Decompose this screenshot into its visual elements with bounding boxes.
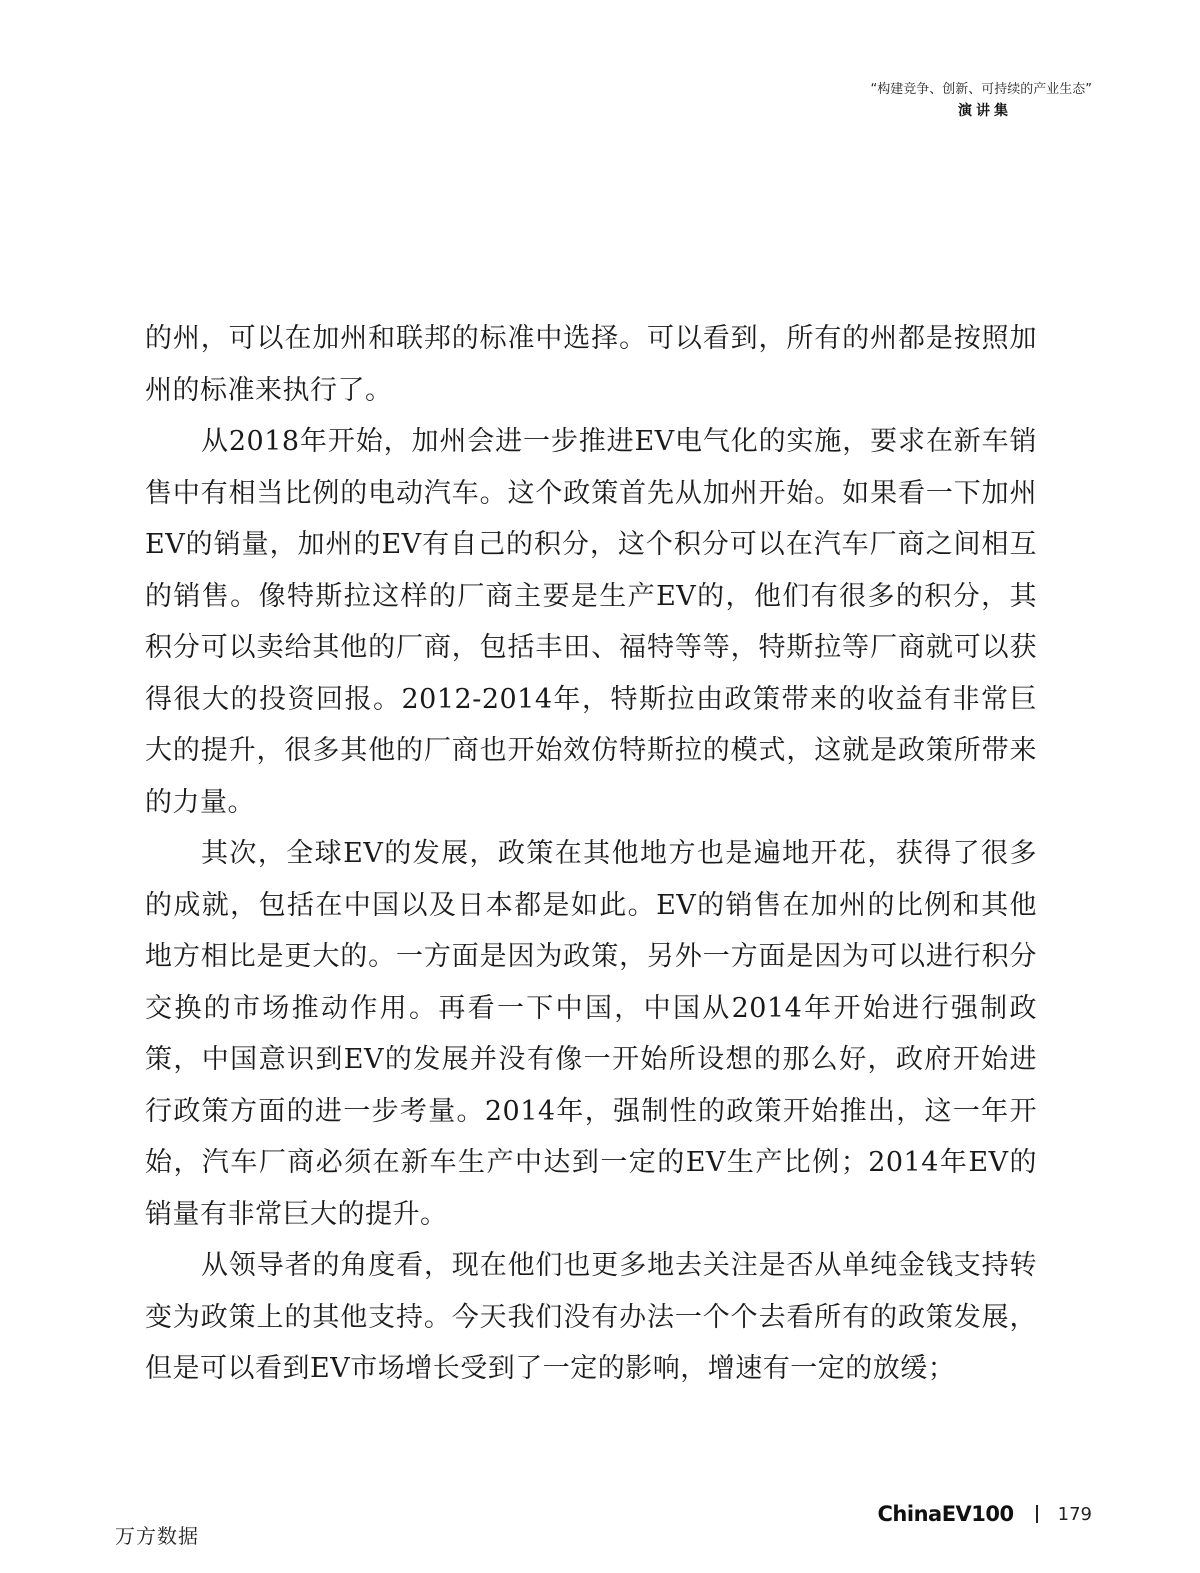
header-subtitle: “构建竞争、创新、可持续的产业生态” <box>870 82 1092 97</box>
brand-logo: ChinaEV100 <box>877 1502 1014 1526</box>
page-number: 179 <box>1057 1503 1092 1525</box>
body-text <box>145 313 1037 1395</box>
page-footer <box>878 1502 1092 1526</box>
header-title: 演讲集 <box>958 103 1012 119</box>
paragraph: 从2018年开始，加州会进一步推进EV电气化的实施，要求在新车销售中有相当比例的电动汽车。这个政策首先从加州开始。如果看一下加州EV的销量，加州的EV有自己的积分，这个积分可以在汽车厂商之间相互的销售。像特斯拉这样的厂商主要是生产EV的，他们有很多的积分，其积分可以卖给其他的厂商，包括丰田、福特等等，特斯拉等厂商就可以获得很大的投资回报。2012-2014年，特斯拉由政策带来的收益有非常巨大的提升，很多其他的厂商也开始效仿特斯拉的模式，这就是政策所带来的力量。 <box>145 426 1037 818</box>
paragraph: 从领导者的角度看，现在他们也更多地去关注是否从单纯金钱支持转变为政策上的其他支持。今天我们没有办法一个个去看所有的政策发展，但是可以看到EV市场增长受到了一定的影响，增速有一定的放缓； <box>145 1250 1037 1384</box>
paragraph: 其次，全球EV的发展，政策在其他地方也是遍地开花，获得了很多的成就，包括在中国以及日本都是如此。EV的销售在加州的比例和其他地方相比是更大的。一方面是因为政策，另外一方面是因为可以进行积分交换的市场推动作用。再看一下中国，中国从2014年开始进行强制政策，中国意识到EV的发展并没有像一开始所设想的那么好，政府开始进行政策方面的进一步考量。2014年，强制性的政策开始推出，这一年开始，汽车厂商必须在新车生产中达到一定的EV生产比例；2014年EV的销量有非常巨大的提升。 <box>145 838 1037 1230</box>
footer-divider <box>1036 1505 1038 1523</box>
paragraph: 的州，可以在加州和联邦的标准中选择。可以看到，所有的州都是按照加州的标准来执行了。 <box>145 323 1037 406</box>
source-watermark: 万方数据 <box>115 1524 199 1548</box>
running-header <box>692 80 1092 122</box>
